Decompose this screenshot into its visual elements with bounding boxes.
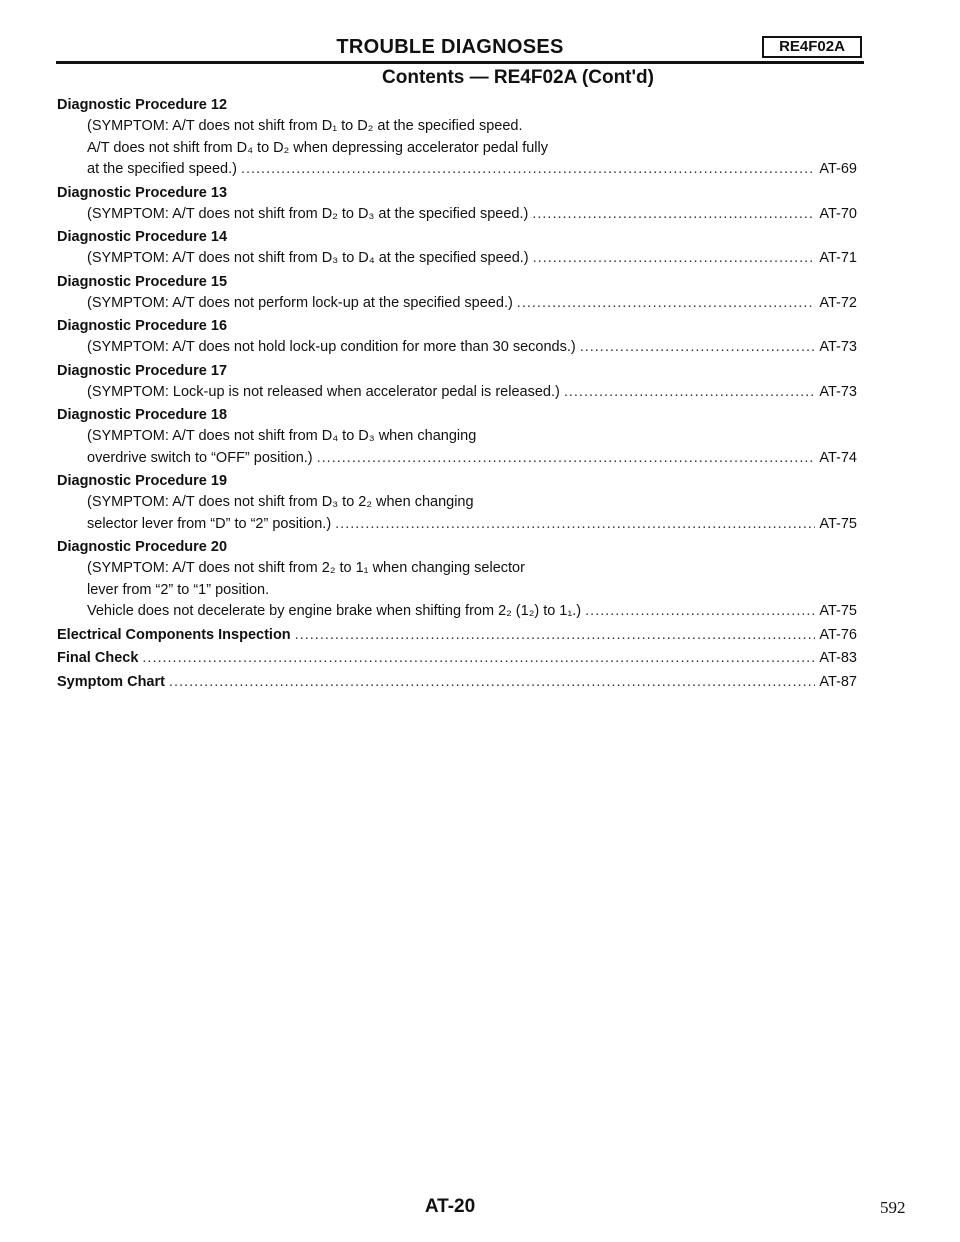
page-number-label: AT-20 bbox=[424, 1196, 476, 1217]
section-title: Symptom Chart bbox=[57, 673, 165, 690]
procedure-description-line: lever from “2” to “1” position. bbox=[87, 581, 270, 598]
procedure-title: Diagnostic Procedure 19 bbox=[57, 473, 228, 489]
procedure-description-line: (SYMPTOM: A/T does not shift from D₁ to D₂ at the specified speed. bbox=[87, 118, 523, 134]
toc-section-electrical-components-inspection[interactable] bbox=[57, 625, 857, 647]
procedure-entry-line bbox=[57, 159, 857, 181]
procedure-entry-line bbox=[57, 514, 857, 536]
section-title: Final Check bbox=[57, 650, 139, 666]
procedure-title: Diagnostic Procedure 14 bbox=[57, 229, 228, 245]
procedure-description-line: (SYMPTOM: A/T does not shift from D₃ to D₄ at the specified speed.) bbox=[87, 250, 529, 266]
procedure-title: Diagnostic Procedure 20 bbox=[57, 539, 228, 555]
page-subtitle: Contents — RE4F02A (Cont'd) bbox=[382, 67, 654, 88]
procedure-description-line: at the specified speed.) bbox=[87, 161, 237, 177]
toc-procedure-20[interactable] bbox=[57, 537, 857, 623]
toc-procedure-16[interactable] bbox=[57, 316, 857, 359]
pdf-page-number: 592 bbox=[880, 1198, 906, 1217]
procedure-description-line: (SYMPTOM: A/T does not shift from D₂ to D₃ at the specified speed.) bbox=[87, 205, 529, 222]
toc-procedure-19[interactable] bbox=[57, 471, 857, 535]
table-of-contents bbox=[57, 93, 857, 693]
procedure-title: Diagnostic Procedure 15 bbox=[57, 273, 228, 290]
dot-leader bbox=[532, 204, 815, 226]
procedure-description-line: (SYMPTOM: A/T does not hold lock-up condition for more than 30 seconds.) bbox=[87, 339, 576, 355]
section-title: Electrical Components Inspection bbox=[57, 626, 291, 643]
page-reference[interactable]: AT-70 bbox=[819, 205, 857, 222]
toc-procedure-15[interactable] bbox=[57, 272, 857, 315]
page-reference[interactable]: AT-74 bbox=[819, 449, 857, 466]
dot-leader bbox=[241, 159, 815, 181]
dot-leader bbox=[580, 337, 816, 359]
dot-leader bbox=[517, 293, 816, 315]
model-code-badge: RE4F02A bbox=[762, 36, 862, 58]
procedure-entry-line bbox=[57, 448, 857, 470]
page-title: TROUBLE DIAGNOSES bbox=[336, 36, 564, 58]
procedure-description-line: overdrive switch to “OFF” position.) bbox=[87, 449, 313, 466]
procedure-entry-line bbox=[57, 337, 857, 359]
dot-leader bbox=[585, 601, 815, 623]
procedure-title: Diagnostic Procedure 17 bbox=[57, 362, 228, 379]
procedure-description-line: A/T does not shift from D₄ to D₂ when depressing accelerator pedal fully bbox=[87, 139, 549, 156]
procedure-description-line: (SYMPTOM: A/T does not shift from D₃ to 2₂ when changing bbox=[87, 494, 474, 510]
page-reference[interactable]: AT-75 bbox=[819, 515, 857, 532]
procedure-description-line: (SYMPTOM: Lock-up is not released when accelerator pedal is released.) bbox=[87, 383, 560, 400]
page-reference[interactable]: AT-69 bbox=[819, 161, 857, 177]
page-reference[interactable]: AT-73 bbox=[819, 339, 857, 355]
toc-procedure-14[interactable] bbox=[57, 227, 857, 270]
toc-section-final-check[interactable] bbox=[57, 648, 857, 670]
page-reference[interactable]: AT-71 bbox=[819, 250, 857, 266]
page-reference[interactable]: AT-87 bbox=[819, 673, 857, 690]
procedure-description-line: (SYMPTOM: A/T does not shift from 2₂ to 1₁ when changing selector bbox=[87, 560, 525, 576]
toc-procedure-18[interactable] bbox=[57, 405, 857, 469]
dot-leader bbox=[317, 448, 816, 470]
procedure-entry-line bbox=[57, 248, 857, 270]
page-reference[interactable]: AT-72 bbox=[819, 294, 857, 311]
procedure-entry-line bbox=[57, 204, 857, 226]
procedure-title: Diagnostic Procedure 18 bbox=[57, 407, 228, 423]
dot-leader bbox=[169, 672, 815, 694]
procedure-title: Diagnostic Procedure 13 bbox=[57, 184, 228, 201]
dot-leader bbox=[335, 514, 815, 536]
procedure-title: Diagnostic Procedure 16 bbox=[57, 318, 228, 334]
toc-section-symptom-chart[interactable] bbox=[57, 672, 857, 694]
page-reference[interactable]: AT-83 bbox=[819, 650, 857, 666]
dot-leader bbox=[295, 625, 816, 647]
toc-procedure-17[interactable] bbox=[57, 361, 857, 404]
procedure-description-line: selector lever from “D” to “2” position.) bbox=[87, 515, 332, 532]
procedure-title: Diagnostic Procedure 12 bbox=[57, 97, 228, 113]
procedure-entry-line bbox=[57, 601, 857, 623]
procedure-entry-line bbox=[57, 382, 857, 404]
toc-procedure-12[interactable] bbox=[57, 95, 857, 181]
procedure-entry-line bbox=[57, 293, 857, 315]
procedure-description-line: Vehicle does not decelerate by engine brake when shifting from 2₂ (1₂) to 1₁.) bbox=[87, 603, 582, 619]
page-reference[interactable]: AT-75 bbox=[819, 603, 857, 619]
dot-leader bbox=[142, 648, 815, 670]
dot-leader bbox=[533, 248, 816, 270]
page-reference[interactable]: AT-73 bbox=[819, 383, 857, 400]
procedure-description-line: (SYMPTOM: A/T does not perform lock-up at the specified speed.) bbox=[87, 294, 513, 311]
procedure-description-line: (SYMPTOM: A/T does not shift from D₄ to D₃ when changing bbox=[87, 428, 477, 444]
page-reference[interactable]: AT-76 bbox=[819, 626, 857, 643]
header-divider bbox=[56, 61, 864, 64]
dot-leader bbox=[564, 382, 816, 404]
toc-procedure-13[interactable] bbox=[57, 183, 857, 226]
